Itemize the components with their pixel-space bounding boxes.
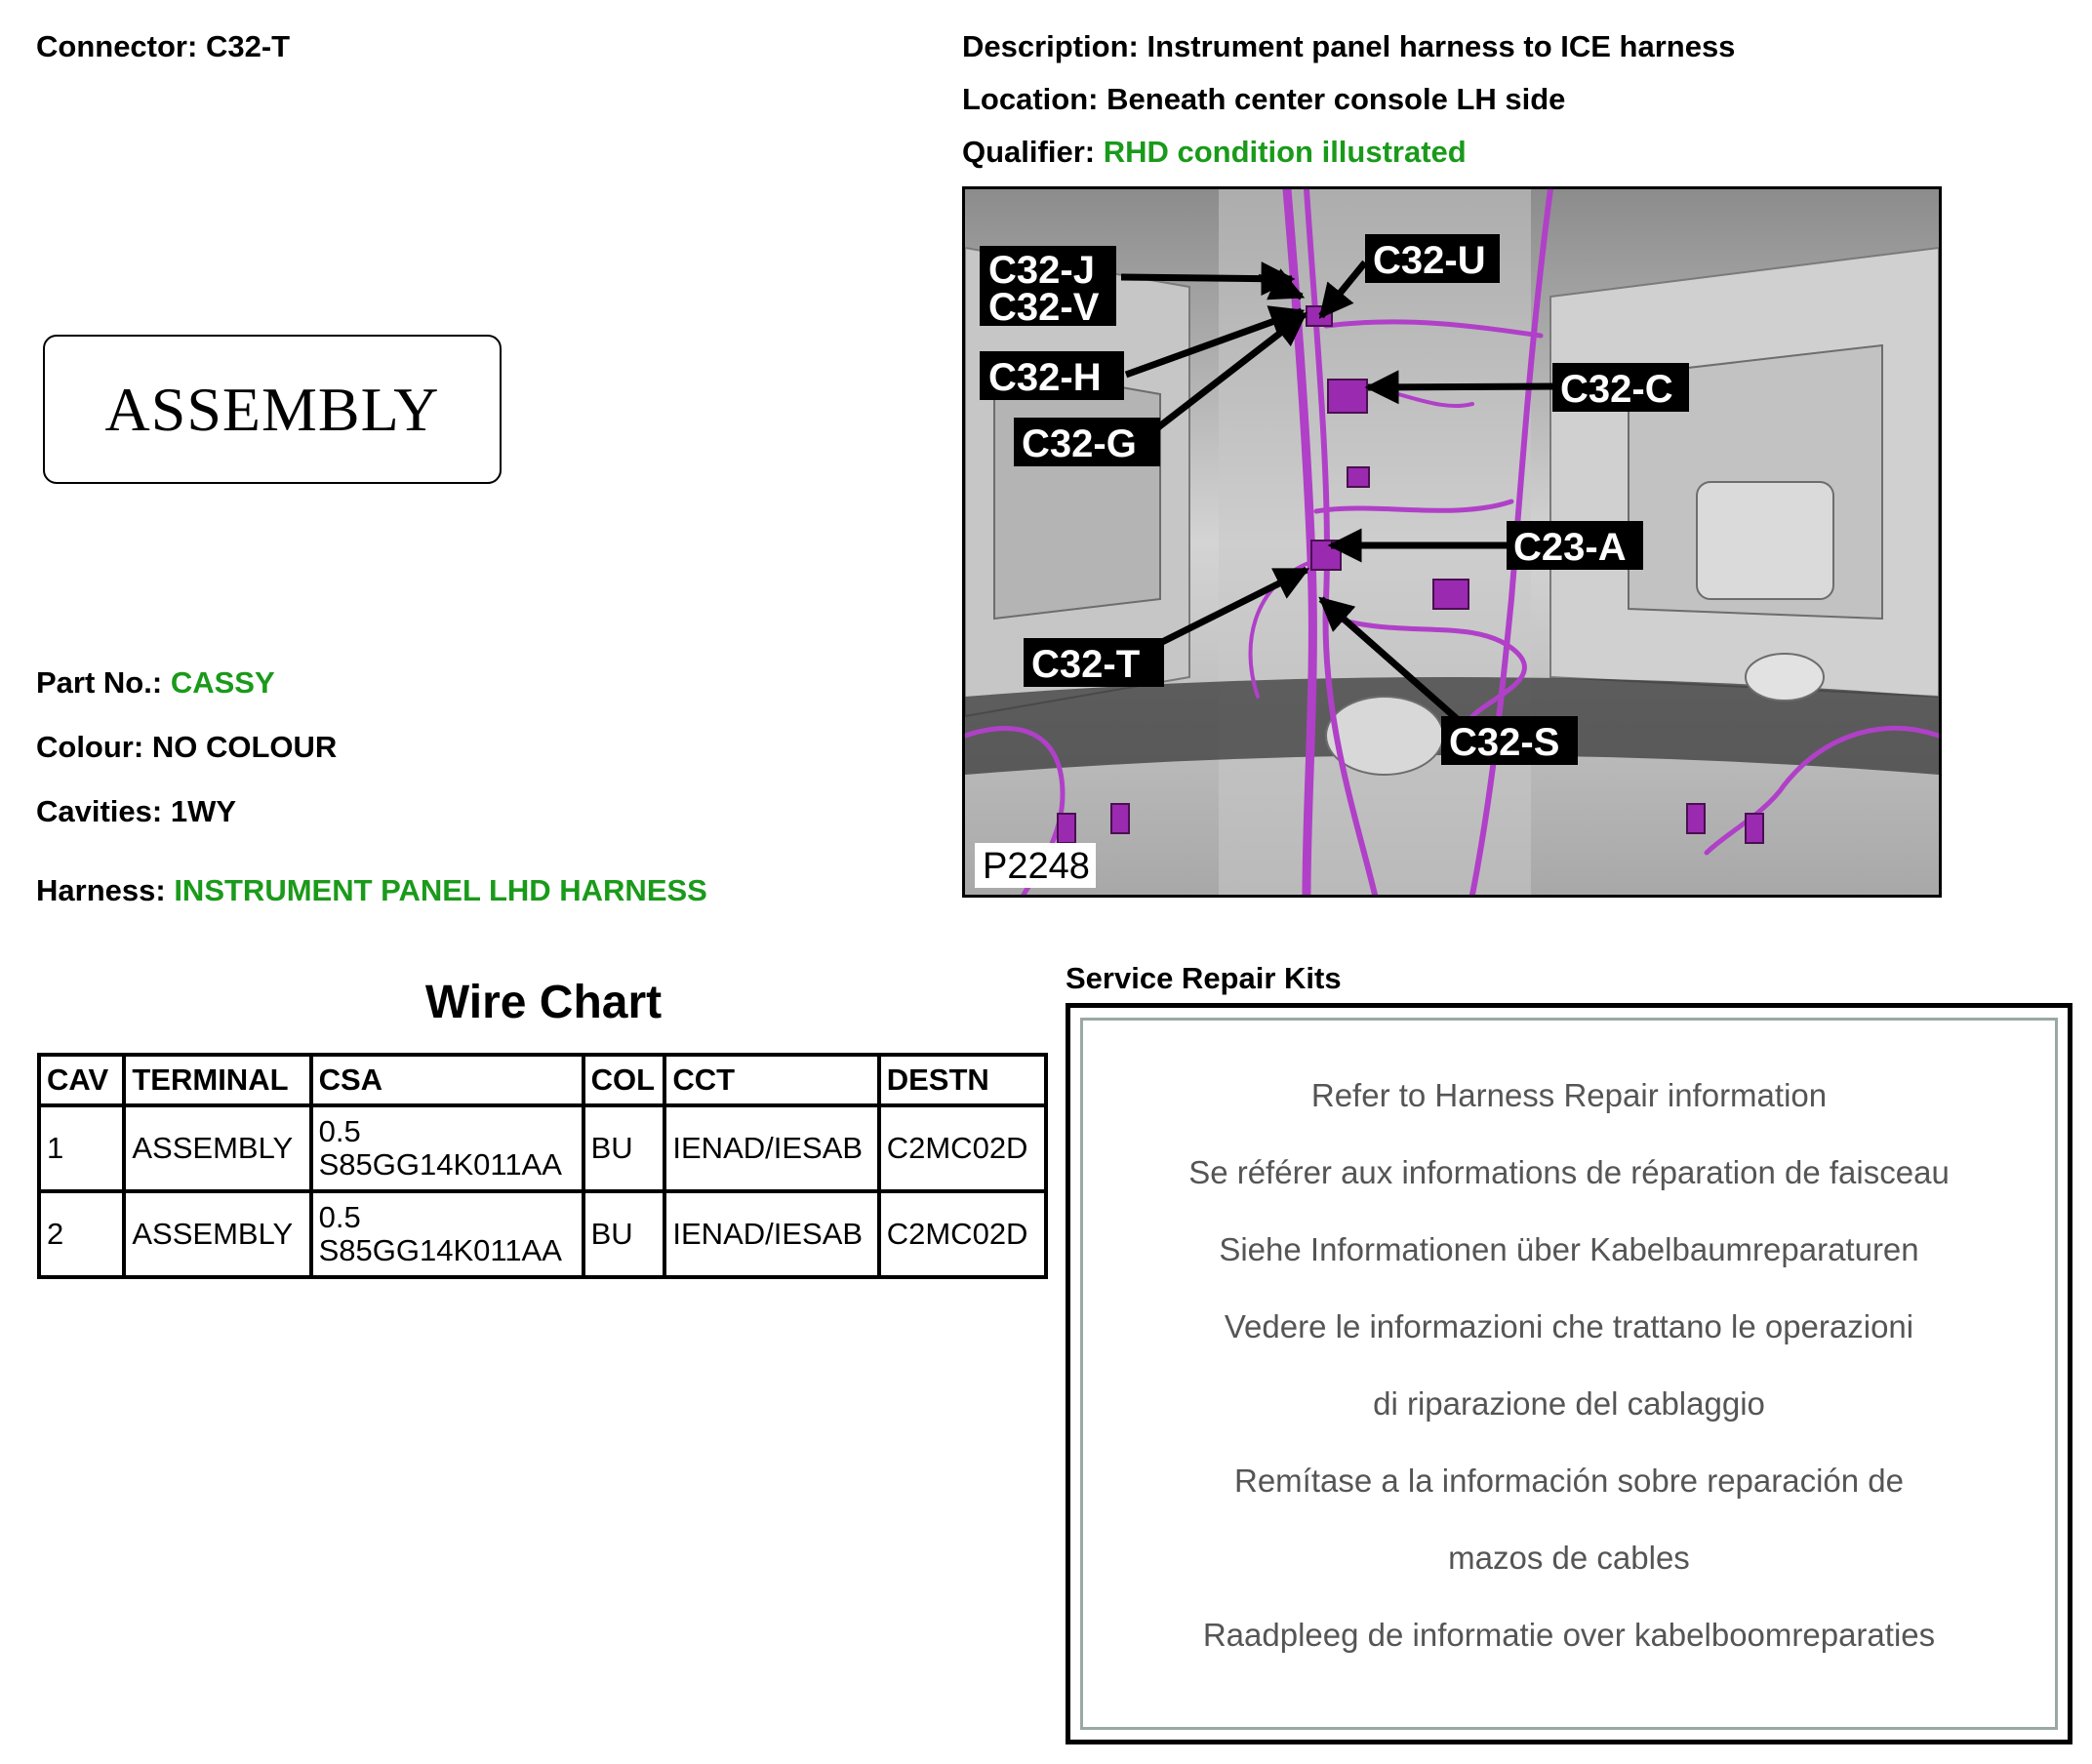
part-no-line <box>36 665 275 701</box>
cell-col: BU <box>583 1105 665 1191</box>
callout-c32-j: C32-J <box>988 249 1095 292</box>
header-cct: CCT <box>664 1055 878 1105</box>
header-col: COL <box>583 1055 665 1105</box>
callout-c32-c: C32-C <box>1560 368 1673 411</box>
wire-chart-title: Wire Chart <box>424 977 663 1028</box>
colour-value: NO COLOUR <box>151 730 338 764</box>
harness-value: INSTRUMENT PANEL LHD HARNESS <box>174 873 707 907</box>
kit-line-en: Refer to Harness Repair information <box>1310 1077 1828 1113</box>
callout-c32-h: C32-H <box>988 356 1102 399</box>
callout-c32-t: C32-T <box>1031 643 1141 686</box>
qualifier-line <box>962 135 1467 170</box>
csa-size: 0.5 <box>318 1114 361 1148</box>
cell-terminal: ASSEMBLY <box>124 1105 310 1191</box>
callout-c32-v: C32-V <box>988 286 1100 329</box>
colour-label: Colour: <box>36 730 144 764</box>
location-label: Location: <box>962 82 1099 116</box>
location-value: Beneath center console LH side <box>1106 82 1566 116</box>
header-cav: CAV <box>39 1055 124 1105</box>
part-no-label: Part No.: <box>36 665 163 700</box>
photo-ref: P2248 <box>983 846 1090 887</box>
harness-label: Harness: <box>36 873 166 907</box>
qualifier-value: RHD condition illustrated <box>1103 135 1467 169</box>
qualifier-label: Qualifier: <box>962 135 1096 169</box>
location-photo <box>962 186 1942 898</box>
cell-csa <box>311 1191 583 1277</box>
cavities-label: Cavities: <box>36 794 163 828</box>
cavities-value: 1WY <box>170 794 237 828</box>
connector-value: C32-T <box>205 29 291 63</box>
csa-size: 0.5 <box>318 1200 361 1234</box>
callout-c32-g: C32-G <box>1022 422 1137 465</box>
kit-line-fr: Se référer aux informations de réparation de faisceau <box>1188 1154 1950 1190</box>
callout-c32-s: C32-S <box>1449 721 1560 764</box>
right-floor-recess <box>1697 482 1833 599</box>
assembly-box <box>43 335 502 484</box>
cell-cav: 1 <box>39 1105 124 1191</box>
cell-cct: IENAD/IESAB <box>664 1191 878 1277</box>
connector-line <box>36 29 290 64</box>
kit-line-it-2: di riparazione del cablaggio <box>1373 1385 1765 1422</box>
assembly-text: ASSEMBLY <box>104 374 440 444</box>
harness-line <box>36 873 707 908</box>
csa-part: S85GG14K011AA <box>318 1233 562 1267</box>
floor-grommet <box>1746 654 1824 701</box>
kit-line-it-1: Vedere le informazioni che trattano le operazioni <box>1224 1308 1914 1344</box>
description-label: Description: <box>962 29 1139 63</box>
service-repair-kits-inner <box>1080 1018 2058 1730</box>
header-csa: CSA <box>311 1055 583 1105</box>
connector-label: Connector: <box>36 29 198 63</box>
description-line <box>962 29 1735 64</box>
csa-part: S85GG14K011AA <box>318 1147 562 1182</box>
callout-c32-u: C32-U <box>1373 239 1486 282</box>
callout-c23-a: C23-A <box>1513 526 1627 569</box>
cell-destn: C2MC02D <box>879 1105 1046 1191</box>
service-repair-kits-title: Service Repair Kits <box>1066 961 1342 995</box>
colour-line <box>36 730 337 765</box>
kit-line-es-1: Remítase a la información sobre reparación de <box>1233 1463 1905 1499</box>
service-repair-kits-box <box>1066 1003 2072 1744</box>
wire-chart-table <box>37 1053 1048 1279</box>
kit-line-es-2: mazos de cables <box>1448 1540 1690 1576</box>
table-row <box>39 1105 1046 1191</box>
header-destn: DESTN <box>879 1055 1046 1105</box>
cell-csa <box>311 1105 583 1191</box>
left-seat-pocket <box>994 365 1160 619</box>
cell-cav: 2 <box>39 1191 124 1277</box>
cell-col: BU <box>583 1191 665 1277</box>
kit-line-nl: Raadpleeg de informatie over kabelboomreparaties <box>1202 1617 1936 1653</box>
description-value: Instrument panel harness to ICE harness <box>1147 29 1736 63</box>
table-row <box>39 1191 1046 1277</box>
header-terminal: TERMINAL <box>124 1055 310 1105</box>
cavities-line <box>36 794 236 829</box>
location-line <box>962 82 1565 117</box>
kit-line-de: Siehe Informationen über Kabelbaumreparaturen <box>1219 1231 1919 1267</box>
cell-cct: IENAD/IESAB <box>664 1105 878 1191</box>
part-no-value: CASSY <box>170 665 275 700</box>
cell-destn: C2MC02D <box>879 1191 1046 1277</box>
cell-terminal: ASSEMBLY <box>124 1191 310 1277</box>
location-illustration <box>965 189 1939 895</box>
table-header-row <box>39 1055 1046 1105</box>
